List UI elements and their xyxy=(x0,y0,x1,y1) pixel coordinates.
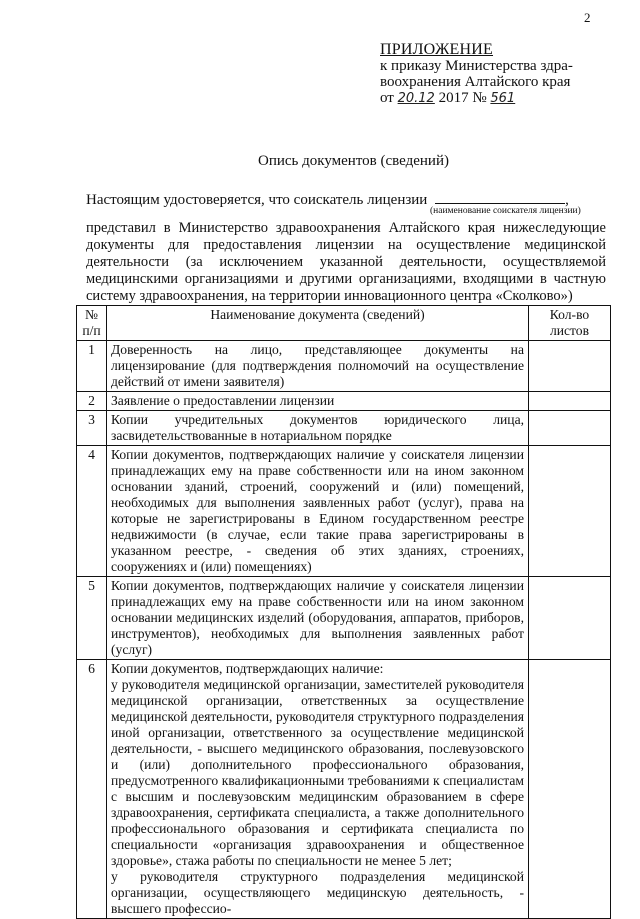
appendix-block xyxy=(380,42,630,107)
row-text: Копии документов, подтверждающих наличие у соискателя лицензии принадлежащих ему на праве собственности или на ином законном основании зданий, строений, сооружений и (или) помещений, необходимых для выполнения заявленных работ (услуг), права на которые не зарегистрированы в Едином государственном реестре недвижимости (в случае, если такие права зарегистрированы в указанном реестре, - сведения об этих зданиях, строениях, сооружениях и (или) помещениях) xyxy=(111,447,524,574)
table-row xyxy=(77,341,611,392)
table-row xyxy=(77,446,611,577)
row-text: Копии документов, подтверждающих наличие: xyxy=(111,661,384,676)
header-num: № п/п xyxy=(77,306,107,341)
row-text: Копии документов, подтверждающих наличие у соискателя лицензии принадлежащих ему на праве собственности или на ином законном основании медицинских изделий (оборудования, аппаратов, приборов, инструментов), необходимых для выполнения заявленных работ (услуг) xyxy=(111,578,524,657)
row-name xyxy=(107,392,529,411)
document-title: Опись документов (сведений) xyxy=(258,153,449,169)
row-number: 1 xyxy=(77,341,107,392)
documents-table xyxy=(76,305,611,919)
page-number: 2 xyxy=(584,10,591,25)
date-prefix: от xyxy=(380,90,394,106)
handwritten-number: 561 xyxy=(490,91,516,106)
row-count xyxy=(529,341,611,392)
applicant-blank xyxy=(435,191,565,204)
year-label: 2017 № xyxy=(438,90,487,106)
appendix-line-1: к приказу Министерства здра- xyxy=(380,58,573,74)
appendix-line-2: воохранения Алтайского края xyxy=(380,74,571,90)
table-row xyxy=(77,577,611,660)
appendix-title: ПРИЛОЖЕНИЕ xyxy=(380,41,494,58)
row-number: 6 xyxy=(77,660,107,919)
row-name xyxy=(107,411,529,446)
row-count xyxy=(529,660,611,919)
row-name xyxy=(107,660,529,919)
row-text: Копии учредительных документов юридического лица, засвидетельствованные в нотариальном порядке xyxy=(111,412,524,443)
table-row xyxy=(77,660,611,919)
row-count xyxy=(529,577,611,660)
row-count xyxy=(529,411,611,446)
row-number: 2 xyxy=(77,392,107,411)
row-name xyxy=(107,577,529,660)
handwritten-date: 20.12 xyxy=(397,91,435,106)
row-name xyxy=(107,341,529,392)
row-text: Доверенность на лицо, представляющее документы на лицензирование (для подтверждения полномочий на осуществление действий от имени заявителя) xyxy=(111,342,524,389)
row-text: у руководителя структурного подразделения медицинской организации, осуществляющего медицинскую деятельность, - высшего профессио- xyxy=(111,869,524,916)
row-count xyxy=(529,392,611,411)
table-row xyxy=(77,411,611,446)
row-text: у руководителя медицинской организации, заместителей руководителя медицинской организации, ответственных за осуществление медицинской деятельности, руководителя структурного подразделения иной организации, ответственного за осуществление медицинской деятельности, - высшего медицинского образования, послевузовского и (или) дополнительного профессионального образования, предусмотренного квалификационными требованиями к специалистам с высшим и послевузовским медицинским образованием в сфере здравоохранения, сертификата специалиста, а также дополнительного профессионального образования и сертификата специалиста по специальности «организация здравоохранения и общественное здоровье», стажа работы по специальности не менее 5 лет; xyxy=(111,677,524,868)
row-name xyxy=(107,446,529,577)
intro-line: Настоящим удостоверяется, что соискатель лицензии , xyxy=(86,192,569,208)
row-count xyxy=(529,446,611,577)
row-text: Заявление о предоставлении лицензии xyxy=(111,393,335,408)
table-row xyxy=(77,392,611,411)
header-count: Кол-во листов xyxy=(529,306,611,341)
row-number: 4 xyxy=(77,446,107,577)
intro-text: Настоящим удостоверяется, что соискатель лицензии xyxy=(86,192,428,208)
header-name: Наименование документа (сведений) xyxy=(107,306,529,341)
appendix-date-line xyxy=(380,90,630,107)
row-number: 5 xyxy=(77,577,107,660)
applicant-hint: (наименование соискателя лицензии) xyxy=(430,206,581,216)
body-paragraph: представил в Министерство здравоохранения Алтайского края нижеследующие документы для предоставления лицензии на осуществление медицинской деятельности (за исключением указанной деятельности, осуществляемой медицинскими организациями и другими организациями, входящими в частную систему здравоохранения, на территории инновационного центра «Сколково») xyxy=(86,220,606,304)
row-number: 3 xyxy=(77,411,107,446)
table-header-row xyxy=(77,306,611,341)
